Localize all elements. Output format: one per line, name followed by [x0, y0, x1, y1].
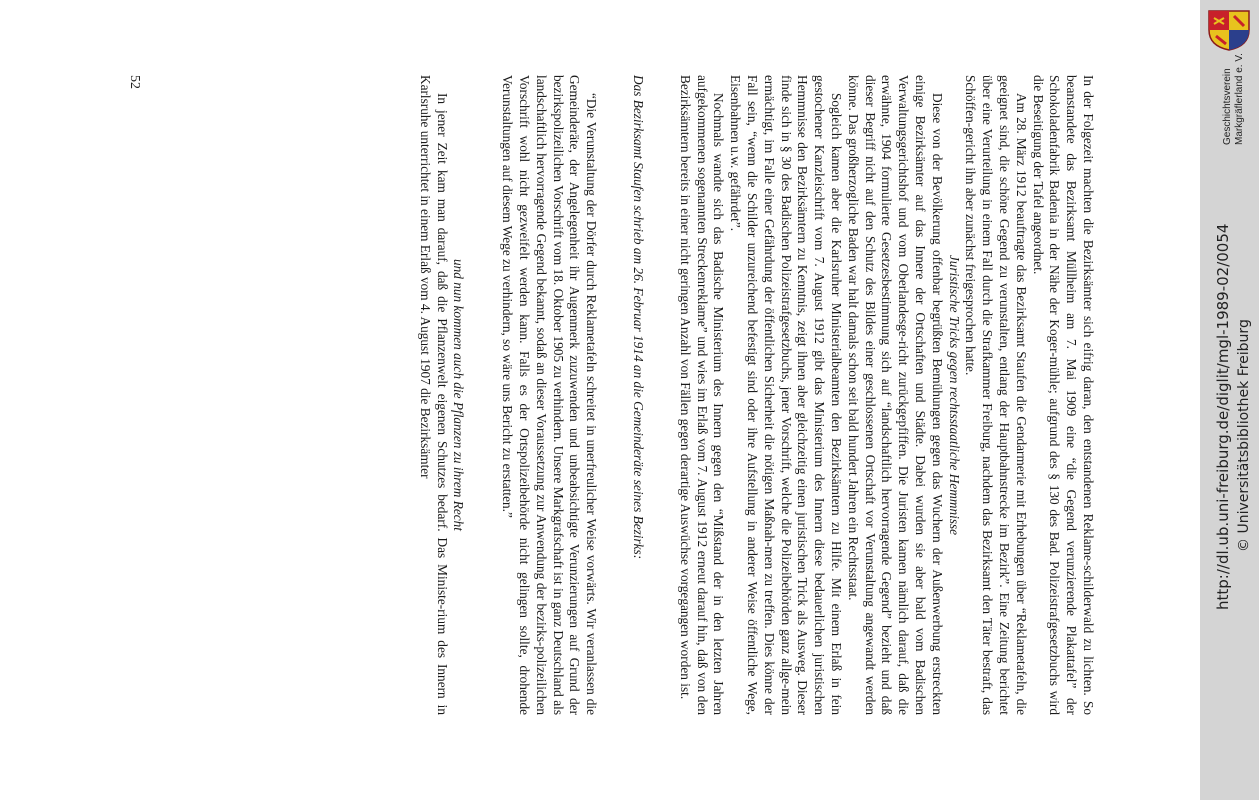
- society-name: [1222, 53, 1246, 145]
- page-body: [416, 75, 1096, 715]
- copyright-notice: © Universitätsbibliothek Freiburg: [1236, 319, 1252, 552]
- sidebar-rotated-content: [1200, 0, 1259, 800]
- viewer-sidebar: [1200, 0, 1259, 800]
- section-heading: und nun kommen auch die Pflanzen zu ihrem Recht: [451, 258, 467, 532]
- paragraph: Diese von der Bevölkerung offenbar begrüßten Bemühungen gegen das Wuchern der Außenwerbung erstreckten einige Bezirksämter auf das Innere der Ortschaften und Städte. Dabei wurden sie aber bald vom Badischen Verwaltungsgerichtshof und vom Oberlandesge-richt zurückgepfiffen. Die Juristen kamen nämlich darauf, daß die erwähnte, 1904 formulierte Gesetzesbestimmung sich auf “landschaftlich hervorragende Gegend” bezieht und daß dieser Begriff nicht auf den Schutz des Bildes einer geschlossenen Ortschaft vor Verunstaltung angewandt werden könne. Das großherzogliche Baden war halt damals schon seit bald hundert Jahren ein Rechtsstaat.: [845, 75, 945, 715]
- paragraph: Sogleich kamen aber die Karlsruher Ministerialbeamten den Bezirksämtern zu Hilfe. Mit einem Erlaß in fein gestochener Kanzleischrift vom 7. August 1912 gibt das Ministerium des Innern diese bedauerlichen juristischen Hemmnisse den Bezirksämtern zu Kenntnis, zeigt ihnen aber gleichzeitig einen juristischen Trick als Ausweg. Dieser finde sich in § 30 des Badischen Polizeistrafgesetzbuchs, jener Vorschrift, welche die Polizeibehörden ganz allge-mein ermächtigt, im Falle einer Gefährdung der öffentlichen Sicherheit die nötigen Maßnah-men zu treffen. Dies könne der Fall sein, “wenn die Schilder unzureichend befestigt sind oder ihre Aufstellung in anderer Weise öffentliche Wege, Eisenbahnen u.w. gefährdet”.: [728, 75, 845, 715]
- society-line-2: Markgräflerland e. V.: [1234, 53, 1245, 145]
- document-url-link[interactable]: http://dl.ub.uni-freiburg.de/diglit/mgl-1989-02/0054: [1214, 223, 1232, 610]
- paragraph: Am 28. März 1912 beauftragte das Bezirksamt Staufen die Gendarmerie mit Erhebungen über “Reklametafeln, die geeignet sind, die schöne Gegend zu verunstalten, entlang der Hauptbahnstrecke im Bezirk”. Eine Zeitung berichtet über eine Verurteilung in einem Fall durch die Strafkammer Freiburg, nachdem das Bezirksamt den Täter bestraft, das Schöffen-gericht ihn aber zunächst freigesprochen hatte.: [963, 75, 1029, 715]
- section-subheading: Das Bezirksamt Staufen schrieb am 26. Februar 1914 an die Gemeinderäte seines Bezirks:: [631, 75, 647, 560]
- section-heading: Juristische Tricks gegen rechtsstaatliche Hemmnisse: [946, 254, 962, 536]
- paragraph: In jener Zeit kam man darauf, daß die Pflanzenwelt eigenen Schutzes bedarf. Das Ministe-rium des Innern in Karlsruhe unterrichtet in einem Erlaß vom 4. August 1907 die Bezirksämter: [417, 75, 450, 715]
- coat-of-arms-icon: [1206, 8, 1252, 52]
- quote-paragraph: “Die Verunstaltung der Dörfer durch Reklametafeln schreitet in unerfreulicher Weise vorwärts. Wir veranlassen die Gemeinderäte, der Angelegenheit ihr Augenmerk zuzuwenden und unbeabsichtigte Verunzierungen auf Grund der bezirkspolizeilichen Vorschrift vom 18. Oktober 1905 zu verhindern. Unsere Markgrafschaft ist in ganz Deutschland als landschaftlich hervorragende Gegend bekannt, sodaß an dieser Voraussetzung zur Anwendung der bezirks-polizeilichen Vorschrift wohl nicht gezweifelt werden kann. Falls es der Ortspolizeibehörde nicht gelingen sollte, drohende Verunstaltungen auf diesem Wege zu verhindern, so wäre uns Bericht zu erstatten.”: [500, 75, 600, 715]
- paragraph: In der Folgezeit machten die Bezirksämter sich eifrig daran, den entstandenen Reklame-schilderwald zu lichten. So beanstandete das Bezirksamt Müllheim am 7. Mai 1909 eine “die Gegend verunzierende Plakattafel” der Schokoladenfabrik Badenia in der Nähe der Koger-mühle; aufgrund des § 130 des Bad. Polizeistrafgesetzbuchs wird die Beseitigung der Tafel angeordnet.: [1030, 75, 1096, 715]
- page-number: 52: [127, 75, 142, 89]
- society-line-1: Geschichtsverein: [1222, 68, 1233, 145]
- paragraph: Nochmals wandte sich das Badische Ministerium des Innern gegen den “Mißstand der in den letzten Jahren aufgekommenen sogenannten Streckenreklame” und wies im Erlaß vom 7. August 1912 erneut darauf hin, daß von den Bezirksämtern bereits in einer nicht geringen Anzahl von Fällen gegen derartige Auswüchse vorgegangen worden ist.: [677, 75, 727, 715]
